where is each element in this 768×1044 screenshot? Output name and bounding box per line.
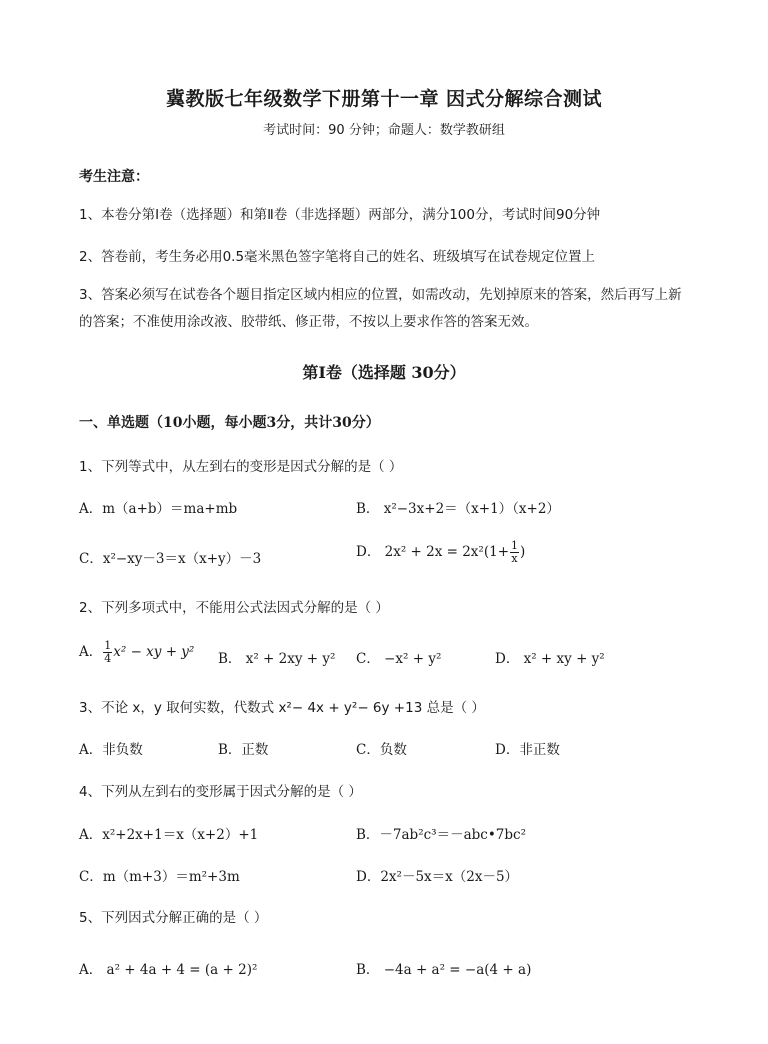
option-a[interactable]: A． $\frac{1}{4}$ x² − xy + y² bbox=[79, 639, 195, 665]
option-a[interactable]: A．x²+2x+1＝x（x+2）+1 bbox=[79, 827, 259, 843]
exam-subtitle: 考试时间：90 分钟；命题人：数学教研组 bbox=[263, 123, 505, 138]
option-d[interactable]: D． 2x² + 2x = 2x²(1+ $\frac{1}{x}$ ) bbox=[356, 539, 526, 565]
fraction: $\frac{1}{x}$ bbox=[511, 539, 519, 565]
option-c[interactable]: C．x²−xy－3＝x（x+y）－3 bbox=[79, 551, 262, 567]
option-b[interactable]: B．－7ab²c³＝－abc•7bc² bbox=[356, 827, 527, 843]
option-c[interactable]: C．m（m+3）＝m²+3m bbox=[79, 869, 240, 885]
option-d[interactable]: D．2x²－5x＝x（2x－5） bbox=[356, 869, 519, 885]
option-a[interactable]: A． a² + 4a + 4 = (a + 2)² bbox=[79, 962, 258, 978]
notice-item: 3、答案必须写在试卷各个题目指定区域内相应的位置，如需改动，先划掉原来的答案，然后再写上新的答案；不准使用涂改液、胶带纸、修正带，不按以上要求作答的答案无效。 bbox=[79, 287, 682, 330]
question-stem: 5、下列因式分解正确的是（ ） bbox=[79, 910, 268, 926]
option-b[interactable]: B． x² + 2xy + y² bbox=[218, 651, 336, 667]
notice-item: 2、答卷前，考生务必用0.5毫米黑色签字笔将自己的姓名、班级填写在试卷规定位置上 bbox=[79, 249, 596, 265]
option-d-text: D． 2x² + 2x = 2x²(1+ bbox=[356, 544, 510, 560]
question-stem: 4、下列从左到右的变形属于因式分解的是（ ） bbox=[79, 784, 362, 800]
option-a[interactable]: A．非负数 bbox=[79, 742, 143, 758]
question-stem: 2、下列多项式中，不能用公式法因式分解的是（ ） bbox=[79, 600, 389, 616]
question-stem: 1、下列等式中，从左到右的变形是因式分解的是（ ） bbox=[79, 459, 403, 475]
part-heading: 一、单选题（10小题，每小题3分，共计30分） bbox=[79, 415, 380, 431]
notice-heading: 考生注意： bbox=[79, 169, 149, 185]
page-title: 冀教版七年级数学下册第十一章 因式分解综合测试 bbox=[165, 88, 603, 110]
option-c[interactable]: C．负数 bbox=[356, 742, 407, 758]
option-d[interactable]: D． x² + xy + y² bbox=[495, 651, 605, 667]
section-title: 第Ⅰ卷（选择题 30分） bbox=[302, 363, 466, 382]
option-b[interactable]: B．正数 bbox=[218, 742, 269, 758]
option-a[interactable]: A．m（a+b）＝ma+mb bbox=[79, 501, 238, 517]
option-b[interactable]: B． −4a + a² = −a(4 + a) bbox=[356, 962, 532, 978]
notice-item: 1、本卷分第Ⅰ卷（选择题）和第Ⅱ卷（非选择题）两部分，满分100分，考试时间90分钟 bbox=[79, 207, 601, 223]
option-b[interactable]: B． x²−3x+2＝（x+1）（x+2） bbox=[356, 501, 560, 517]
option-c[interactable]: C． −x² + y² bbox=[356, 651, 442, 667]
option-d[interactable]: D．非正数 bbox=[495, 742, 560, 758]
question-stem: 3、不论 x，y 取何实数，代数式 x²− 4x + y²− 6y +13 总是（ ） bbox=[79, 700, 485, 716]
fraction: $\frac{1}{4}$ bbox=[104, 639, 112, 665]
